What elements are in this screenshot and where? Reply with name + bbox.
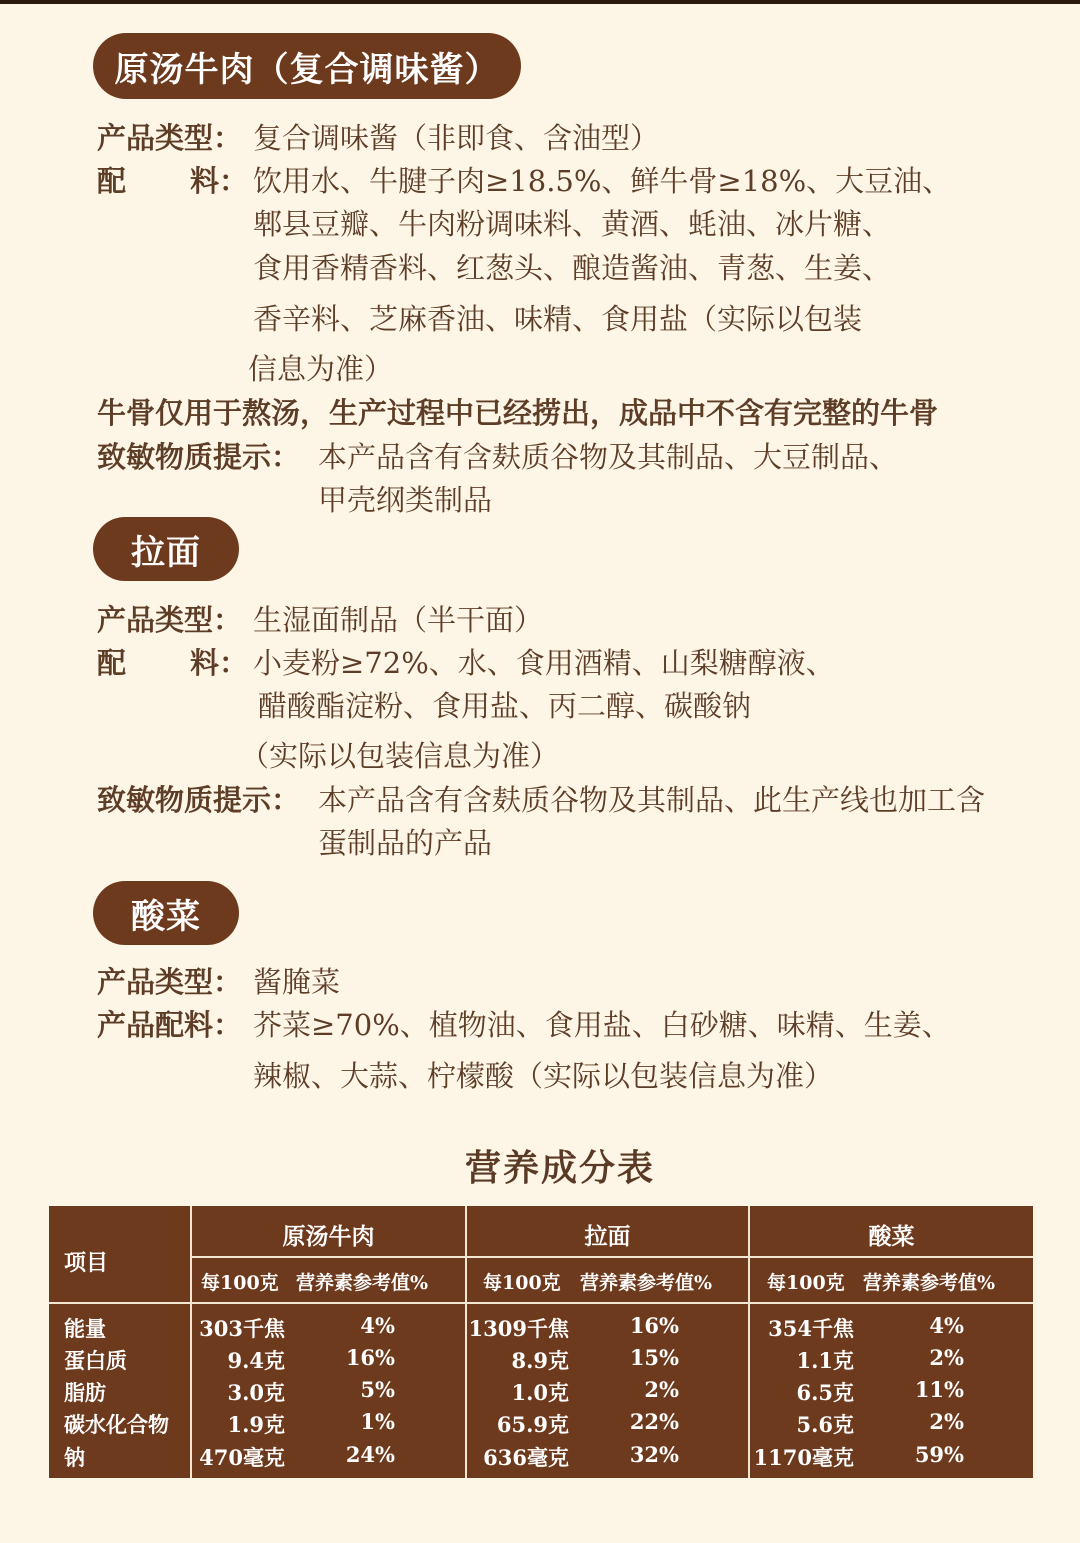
cell-carbs-pickle-nrv: 2%: [929, 1409, 964, 1434]
header-item: 项目: [64, 1250, 109, 1276]
row-name-sodium: 钠: [64, 1445, 85, 1470]
cell-carbs-noodle-amount: 65.9克: [496, 1412, 569, 1437]
section-title-pickles: 酸菜: [93, 881, 239, 945]
row-name-fat: 脂肪: [64, 1380, 106, 1405]
cell-fat-noodle-amount: 1.0克: [511, 1380, 569, 1405]
sub-per100-beef: 每100克: [201, 1272, 279, 1294]
beef-ing-label-a: 配: [97, 164, 127, 198]
noodle-type-label: 产品类型：: [97, 603, 243, 637]
beef-ing-label-b: 料：: [190, 164, 249, 198]
cell-energy-noodle-nrv: 16%: [629, 1313, 679, 1338]
beef-ing-line-1: 饮用水、牛腱子肉≥18.5%、鲜牛骨≥18%、大豆油、: [253, 164, 952, 198]
grid-hline-sub: [192, 1256, 1033, 1258]
top-border: [0, 0, 1080, 4]
noodle-ing-label-a: 配: [97, 646, 127, 680]
beef-allergen-line-2: 甲壳纲类制品: [318, 483, 493, 517]
cell-protein-pickle-amount: 1.1克: [796, 1348, 854, 1373]
cell-carbs-beef-amount: 1.9克: [227, 1412, 285, 1437]
beef-type-value: 复合调味酱（非即食、含油型）: [253, 121, 660, 155]
cell-protein-beef-amount: 9.4克: [227, 1348, 285, 1373]
noodle-allergen-label: 致敏物质提示：: [97, 783, 301, 817]
cell-energy-pickle-amount: 354千焦: [768, 1316, 854, 1341]
cell-protein-noodle-nrv: 15%: [629, 1345, 679, 1370]
grid-hline-body: [49, 1302, 1033, 1304]
cell-carbs-pickle-amount: 5.6克: [796, 1412, 854, 1437]
beef-bone-note: 牛骨仅用于熬汤，生产过程中已经捞出，成品中不含有完整的牛骨: [97, 396, 939, 430]
cell-sodium-pickle-amount: 1170毫克: [753, 1445, 854, 1470]
cell-energy-beef-amount: 303千焦: [199, 1316, 285, 1341]
beef-ing-line-2: 郫县豆瓣、牛肉粉调味料、黄酒、蚝油、冰片糖、: [253, 207, 892, 241]
cell-energy-noodle-amount: 1309千焦: [468, 1316, 569, 1341]
pickle-ing-line-1: 芥菜≥70%、植物油、食用盐、白砂糖、味精、生姜、: [253, 1008, 951, 1042]
cell-fat-pickle-amount: 6.5克: [796, 1380, 854, 1405]
cell-energy-pickle-nrv: 4%: [929, 1313, 964, 1338]
beef-allergen-line-1: 本产品含有含麸质谷物及其制品、大豆制品、: [318, 440, 899, 474]
noodle-ing-line-2: 醋酸酯淀粉、食用盐、丙二醇、碳酸钠: [258, 689, 752, 723]
header-beef: 原汤牛肉: [282, 1223, 375, 1250]
cell-sodium-noodle-nrv: 32%: [629, 1442, 679, 1467]
cell-carbs-beef-nrv: 1%: [360, 1409, 395, 1434]
beef-type-label: 产品类型：: [97, 121, 243, 155]
section-title-beef: 原汤牛肉（复合调味酱）: [93, 33, 521, 99]
pickle-type-value: 酱腌菜: [253, 965, 341, 999]
noodle-type-value: 生湿面制品（半干面）: [253, 603, 544, 637]
row-name-energy: 能量: [64, 1316, 106, 1341]
cell-sodium-noodle-amount: 636毫克: [483, 1445, 569, 1470]
header-pickles: 酸菜: [868, 1223, 915, 1250]
sub-nrv-noodles: 营养素参考值%: [580, 1272, 713, 1294]
noodle-allergen-line-2: 蛋制品的产品: [318, 826, 493, 860]
sub-nrv-pickles: 营养素参考值%: [863, 1272, 996, 1294]
beef-ing-line-3: 食用香精香料、红葱头、酿造酱油、青葱、生姜、: [253, 251, 892, 285]
cell-energy-beef-nrv: 4%: [360, 1313, 395, 1338]
pickle-type-label: 产品类型：: [97, 965, 243, 999]
sub-per100-pickles: 每100克: [767, 1272, 845, 1294]
row-name-protein: 蛋白质: [64, 1348, 127, 1373]
cell-sodium-beef-nrv: 24%: [345, 1442, 395, 1467]
pickle-ing-label: 产品配料：: [97, 1008, 243, 1042]
pickle-ing-line-2: 辣椒、大蒜、柠檬酸（实际以包装信息为准）: [253, 1059, 834, 1093]
header-noodles: 拉面: [584, 1223, 631, 1250]
noodle-ing-line-3: （实际以包装信息为准）: [240, 739, 560, 773]
cell-fat-beef-amount: 3.0克: [227, 1380, 285, 1405]
row-name-carbs: 碳水化合物: [64, 1412, 169, 1437]
sub-nrv-beef: 营养素参考值%: [296, 1272, 429, 1294]
cell-fat-pickle-nrv: 11%: [914, 1377, 964, 1402]
noodle-ing-line-1: 小麦粉≥72%、水、食用酒精、山梨糖醇液、: [253, 646, 835, 680]
noodle-allergen-line-1: 本产品含有含麸质谷物及其制品、此生产线也加工含: [318, 783, 986, 817]
cell-fat-beef-nrv: 5%: [360, 1377, 395, 1402]
cell-protein-beef-nrv: 16%: [345, 1345, 395, 1370]
noodle-ing-label-b: 料：: [190, 646, 249, 680]
cell-protein-noodle-amount: 8.9克: [511, 1348, 569, 1373]
beef-allergen-label: 致敏物质提示：: [97, 440, 301, 474]
cell-sodium-beef-amount: 470毫克: [199, 1445, 285, 1470]
beef-ing-line-5: 信息为准）: [248, 352, 394, 386]
cell-sodium-pickle-nrv: 59%: [914, 1442, 964, 1467]
nutrition-table: [49, 1206, 1033, 1478]
section-title-noodles: 拉面: [93, 517, 239, 581]
beef-ing-line-4: 香辛料、芝麻香油、味精、食用盐（实际以包装: [253, 302, 863, 336]
cell-protein-pickle-nrv: 2%: [929, 1345, 964, 1370]
nutrition-title: 营养成分表: [464, 1147, 655, 1189]
sub-per100-noodles: 每100克: [483, 1272, 561, 1294]
cell-fat-noodle-nrv: 2%: [644, 1377, 679, 1402]
cell-carbs-noodle-nrv: 22%: [629, 1409, 679, 1434]
